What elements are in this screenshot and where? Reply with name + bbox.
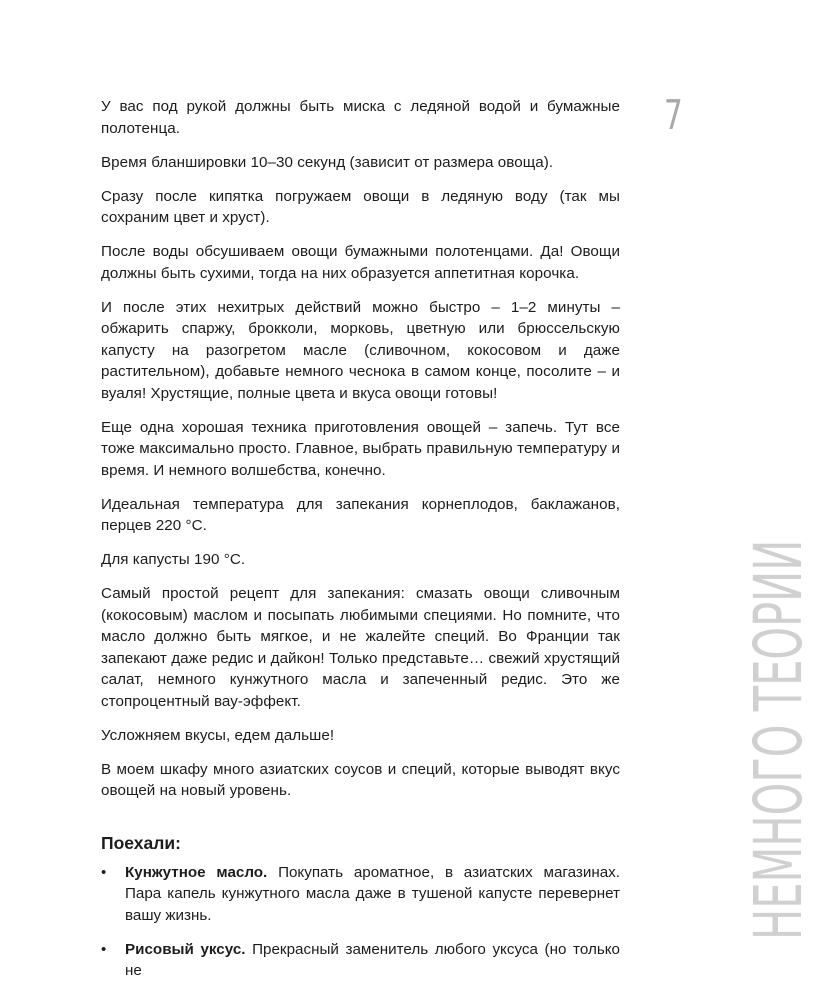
list-item-text: Покупать ароматное, в азиатских магазинах. Пара капель кунжутного масла даже в тушеной капусте перевернет вашу жизнь. — [125, 863, 620, 924]
bullet-icon: • — [101, 940, 107, 958]
paragraph: Для капусты 190 °С. — [101, 551, 246, 568]
paragraph: Сразу после кипятка погружаем овощи в ледяную воду (так мы сохраним цвет и хруст). — [101, 187, 620, 226]
page-body — [101, 96, 620, 994]
paragraph: После воды обсушиваем овощи бумажными полотенцами. Да! Овощи должны быть сухими, тогда на них образуется аппетитная корочка. — [101, 243, 620, 282]
page-number: 7 — [664, 91, 683, 139]
list-item-text: Прекрасный заменитель любого уксуса (но только не — [125, 940, 620, 979]
list-item-term: Кунжутное масло. — [125, 863, 268, 881]
list-item-term: Рисовый уксус. — [125, 940, 246, 958]
paragraph: У вас под рукой должны быть миска с ледяной водой и бумажные полотенца. — [101, 98, 620, 137]
paragraph: Идеальная температура для запекания корнеплодов, баклажанов, перцев 220 °С. — [101, 495, 620, 534]
paragraph: Время бланшировки 10–30 секунд (зависит от размера овоща). — [101, 153, 554, 171]
bullet-icon: • — [101, 863, 107, 881]
list-item — [101, 862, 620, 927]
paragraph: И после этих нехитрых действий можно быстро – 1–2 минуты – обжарить спаржу, брокколи, морковь, цветную или брюссельскую капусту на разогретом масле (сливочном, кокосовом и даже растительном), добавьте немного чеснока в самом конце, посолите – и вуаля! Хрустящие, полные цвета и вкуса овощи готовы! — [101, 298, 620, 402]
list-item — [101, 939, 620, 982]
paragraph: В моем шкафу много азиатских соусов и специй, которые выводят вкус овощей на новый уровень. — [101, 760, 620, 799]
paragraph: Усложняем вкусы, едем дальше! — [101, 726, 335, 744]
chapter-side-title-text: НЕМНОГО ТЕОРИИ — [740, 539, 817, 940]
ingredient-list — [101, 862, 620, 982]
chapter-side-title — [740, 500, 817, 940]
section-heading: Поехали: — [101, 832, 181, 853]
paragraph: Самый простой рецепт для запекания: смазать овощи сливочным (кокосовым) маслом и посыпать любимыми специями. Но помните, что масло должно быть мягкое, и не жалейте специй. Во Франции так запекают даже редис и дайкон! Только представьте… свежий хрустящий салат, немного кунжутного масла и запеченный редис. Это же стопроцентный вау-эффект. — [101, 585, 620, 710]
paragraph: Еще одна хорошая техника приготовления овощей – запечь. Тут все тоже максимально просто. Главное, выбрать правильную температуру и время. И немного волшебства, конечно. — [101, 418, 620, 479]
